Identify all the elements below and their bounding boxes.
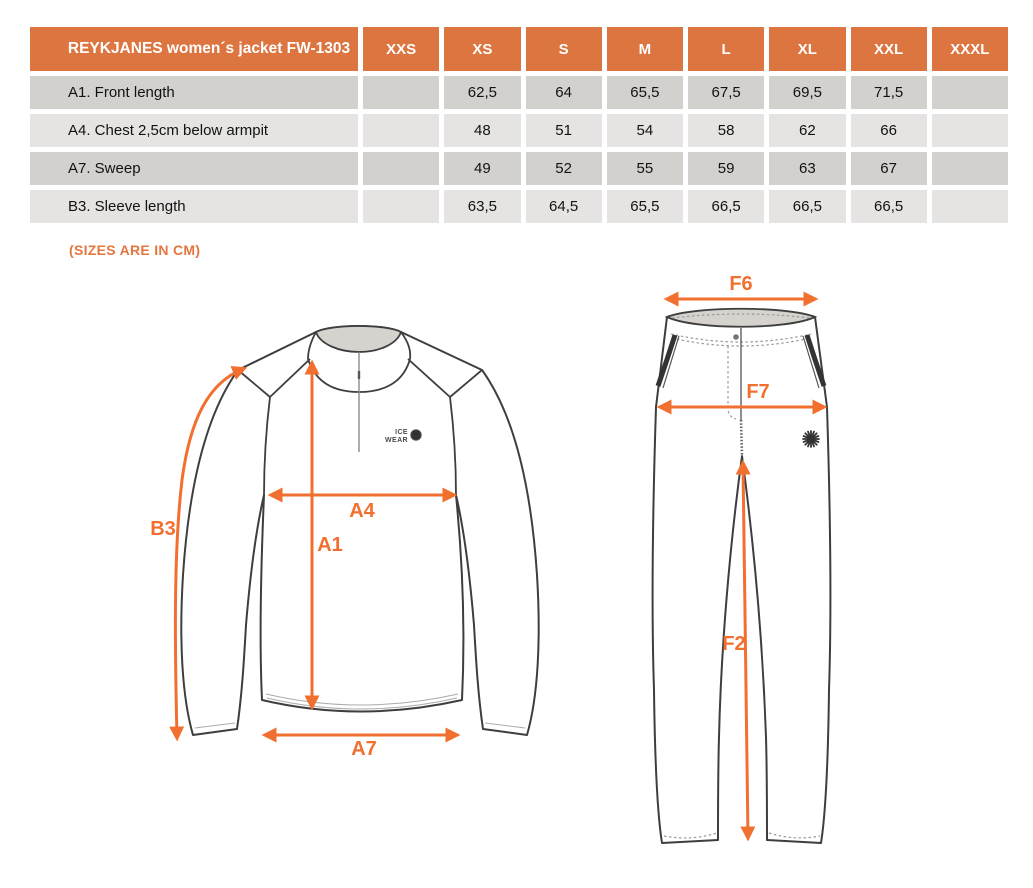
jacket-outline (181, 326, 538, 735)
jacket-diagram (120, 285, 540, 785)
value-cell: 65,5 (607, 76, 683, 109)
size-header-xxl: XXL (851, 27, 927, 71)
a4-label: A4 (349, 500, 375, 522)
value-cell: 63,5 (444, 190, 520, 223)
logo-text-line2: WEAR (385, 437, 408, 444)
pants-diagram (615, 270, 905, 870)
value-cell: 49 (444, 152, 520, 185)
value-cell: 67,5 (688, 76, 764, 109)
value-cell: 66,5 (688, 190, 764, 223)
f7-label: F7 (746, 381, 770, 403)
f6-label: F6 (729, 273, 753, 295)
value-cell: 67 (851, 152, 927, 185)
value-cell: 65,5 (607, 190, 683, 223)
a7-label: A7 (351, 738, 377, 760)
value-cell: 71,5 (851, 76, 927, 109)
value-cell: 64 (526, 76, 602, 109)
value-cell: 54 (607, 114, 683, 147)
value-cell (363, 190, 439, 223)
value-cell (932, 114, 1008, 147)
row-label-sleeve-length: B3. Sleeve length (30, 190, 358, 223)
value-cell (932, 190, 1008, 223)
size-header-m: M (607, 27, 683, 71)
value-cell (932, 152, 1008, 185)
snowflake-icon (803, 431, 819, 447)
value-cell: 63 (769, 152, 845, 185)
value-cell: 69,5 (769, 76, 845, 109)
size-header-s: S (526, 27, 602, 71)
a1-label: A1 (317, 534, 343, 556)
value-cell: 62 (769, 114, 845, 147)
table-title: REYKJANES women´s jacket FW-1303 (30, 27, 358, 71)
waist-button (733, 334, 739, 340)
value-cell: 66,5 (769, 190, 845, 223)
value-cell: 62,5 (444, 76, 520, 109)
row-label-front-length: A1. Front length (30, 76, 358, 109)
logo-text-line1: ICE (395, 429, 408, 436)
value-cell: 59 (688, 152, 764, 185)
value-cell (363, 114, 439, 147)
value-cell: 66,5 (851, 190, 927, 223)
row-label-sweep: A7. Sweep (30, 152, 358, 185)
sizes-in-cm-note: (SIZES ARE IN CM) (69, 242, 201, 258)
value-cell: 66 (851, 114, 927, 147)
size-table (30, 27, 1008, 223)
value-cell: 58 (688, 114, 764, 147)
size-header-l: L (688, 27, 764, 71)
value-cell (363, 152, 439, 185)
b3-label: B3 (150, 518, 176, 540)
value-cell: 64,5 (526, 190, 602, 223)
value-cell: 55 (607, 152, 683, 185)
value-cell (363, 76, 439, 109)
cuff-stitching (195, 723, 525, 728)
value-cell (932, 76, 1008, 109)
size-header-xs: XS (444, 27, 520, 71)
f2-label: F2 (722, 633, 746, 655)
value-cell: 51 (526, 114, 602, 147)
row-label-chest: A4. Chest 2,5cm below armpit (30, 114, 358, 147)
value-cell: 52 (526, 152, 602, 185)
value-cell: 48 (444, 114, 520, 147)
size-header-xl: XL (769, 27, 845, 71)
size-header-xxs: XXS (363, 27, 439, 71)
snowflake-icon (411, 430, 421, 440)
size-header-xxxl: XXXL (932, 27, 1008, 71)
